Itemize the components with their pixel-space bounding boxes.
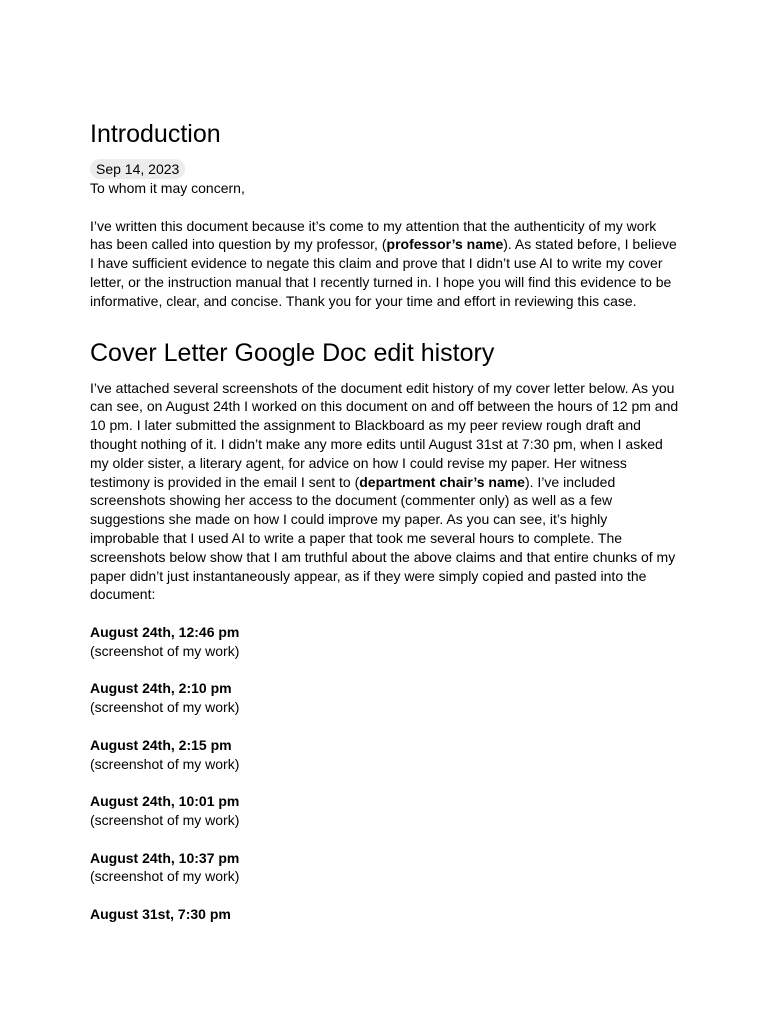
entry-note: (screenshot of my work) [90,755,240,772]
entry-timestamp: August 24th, 10:01 pm [90,793,240,810]
entry-note: (screenshot of my work) [90,868,240,885]
introduction-paragraph [90,217,680,311]
edit-history-entries [90,623,680,924]
entry-timestamp: August 24th, 12:46 pm [90,623,240,640]
list-item [90,905,680,924]
entry-note: (screenshot of my work) [90,699,240,716]
list-item [90,623,680,661]
entry-timestamp: August 24th, 10:37 pm [90,849,240,866]
professor-name-placeholder: professor’s name [386,236,504,253]
entry-timestamp: August 24th, 2:15 pm [90,736,232,753]
greeting: To whom it may concern, [90,180,245,196]
edit-history-paragraph [90,379,680,605]
entry-note: (screenshot of my work) [90,642,240,659]
list-item [90,736,680,774]
entry-timestamp: August 24th, 2:10 pm [90,680,232,697]
introduction-heading: Introduction [90,120,221,148]
edit-text-part-1: I’ve attached several screenshots of the document edit history of my cover letter below. As you can see, on August 24th I worked on this document on and off between the hours of 12 pm and 10 pm. I later submitted the assignment to Blackboard as my peer review rough draft and thought nothing of it. I didn’t make any more edits until August 31st at 7:30 pm, when I asked my older sister, a literary agent, for advice on how I could revise my paper. Her witness testimony is provided in the email I sent to ( [90,379,679,490]
entry-timestamp: August 31st, 7:30 pm [90,905,231,922]
list-item [90,792,680,830]
intro-text-part-2: ). As stated before, I believe I have sufficient evidence to negate this claim and prove that I didn’t use AI to write my cover letter, or the instruction manual that I recently turned in. I hope you will find this evidence to be informative, clear, and concise. Thank you for your time and effort in reviewing this case. [90,236,677,309]
date-chip[interactable]: Sep 14, 2023 [90,159,185,179]
list-item [90,849,680,887]
department-chair-placeholder: department chair’s name [359,473,525,490]
list-item [90,679,680,717]
edit-text-part-2: ). I’ve included screenshots showing her access to the document (commenter only) as well as a few suggestions she made on how I could improve my paper. As you can see, it’s highly improbable that I used AI to write a paper that took me several hours to complete. The screenshots below show that I am truthful about the above claims and that entire chunks of my paper didn’t just instantaneously appear, as if they were simply copied and pasted into the document: [90,473,676,603]
edit-history-heading: Cover Letter Google Doc edit history [90,338,495,367]
document-body [90,118,680,942]
entry-note: (screenshot of my work) [90,811,240,828]
intro-text-part-1: I’ve written this document because it’s come to my attention that the authenticity of my work has been called into question by my professor, ( [90,217,657,253]
